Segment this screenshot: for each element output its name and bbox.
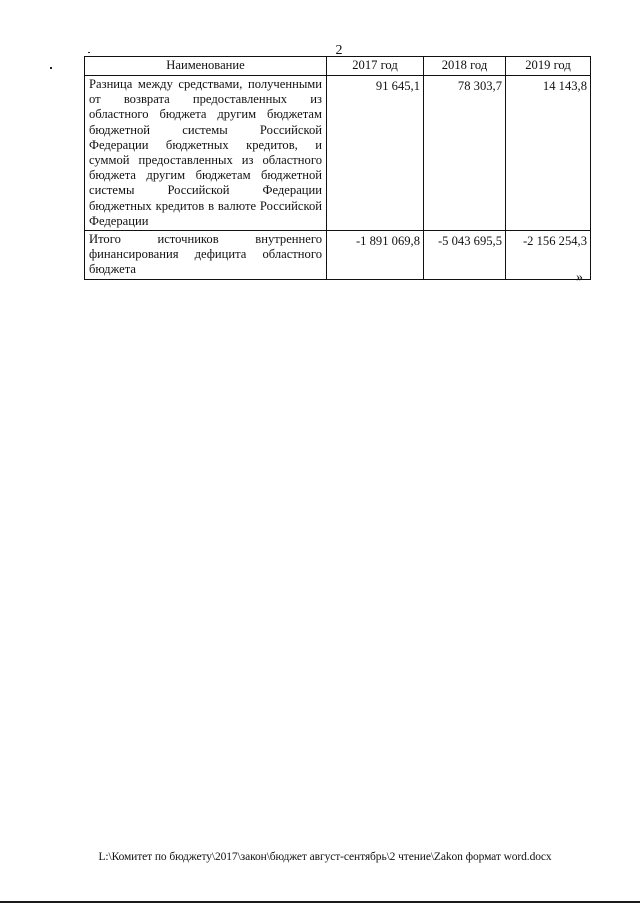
row-name: Итого источников внутреннего финансирования дефицита областного бюджета (85, 231, 327, 280)
scan-bottom-edge (0, 901, 640, 903)
scan-speck (50, 67, 52, 69)
row-value-2019: 14 143,8 (506, 76, 591, 231)
row-value-2018: -5 043 695,5 (424, 231, 506, 280)
page-number: 2 (335, 43, 343, 58)
header-2018: 2018 год (424, 57, 506, 76)
row-name: Разница между средствами, полученными от возврата предоставленных из областного бюджета другим бюджетам бюджетной системы Российской Федерации бюджетных кредитов, и суммой предоставленных из областного бюджета другим бюджетам бюджетной системы Российской Федерации бюджетных кредитов в валюте Российской Федерации (85, 76, 327, 231)
header-name: Наименование (85, 57, 327, 76)
table-row-total (85, 231, 591, 280)
row-value-2017: -1 891 069,8 (327, 231, 424, 280)
header-2019: 2019 год (506, 57, 591, 76)
closing-quote: » (576, 270, 583, 285)
row-value-2019: -2 156 254,3 (506, 231, 591, 280)
footer-file-path: L:\Комитет по бюджету\2017\закон\бюджет август-сентябрь\2 чтение\Zakon формат word.docx (98, 851, 552, 863)
budget-sources-table (84, 56, 591, 280)
table-row (85, 76, 591, 231)
header-2017: 2017 год (327, 57, 424, 76)
table-header-row (85, 57, 591, 76)
row-value-2017: 91 645,1 (327, 76, 424, 231)
row-value-2018: 78 303,7 (424, 76, 506, 231)
